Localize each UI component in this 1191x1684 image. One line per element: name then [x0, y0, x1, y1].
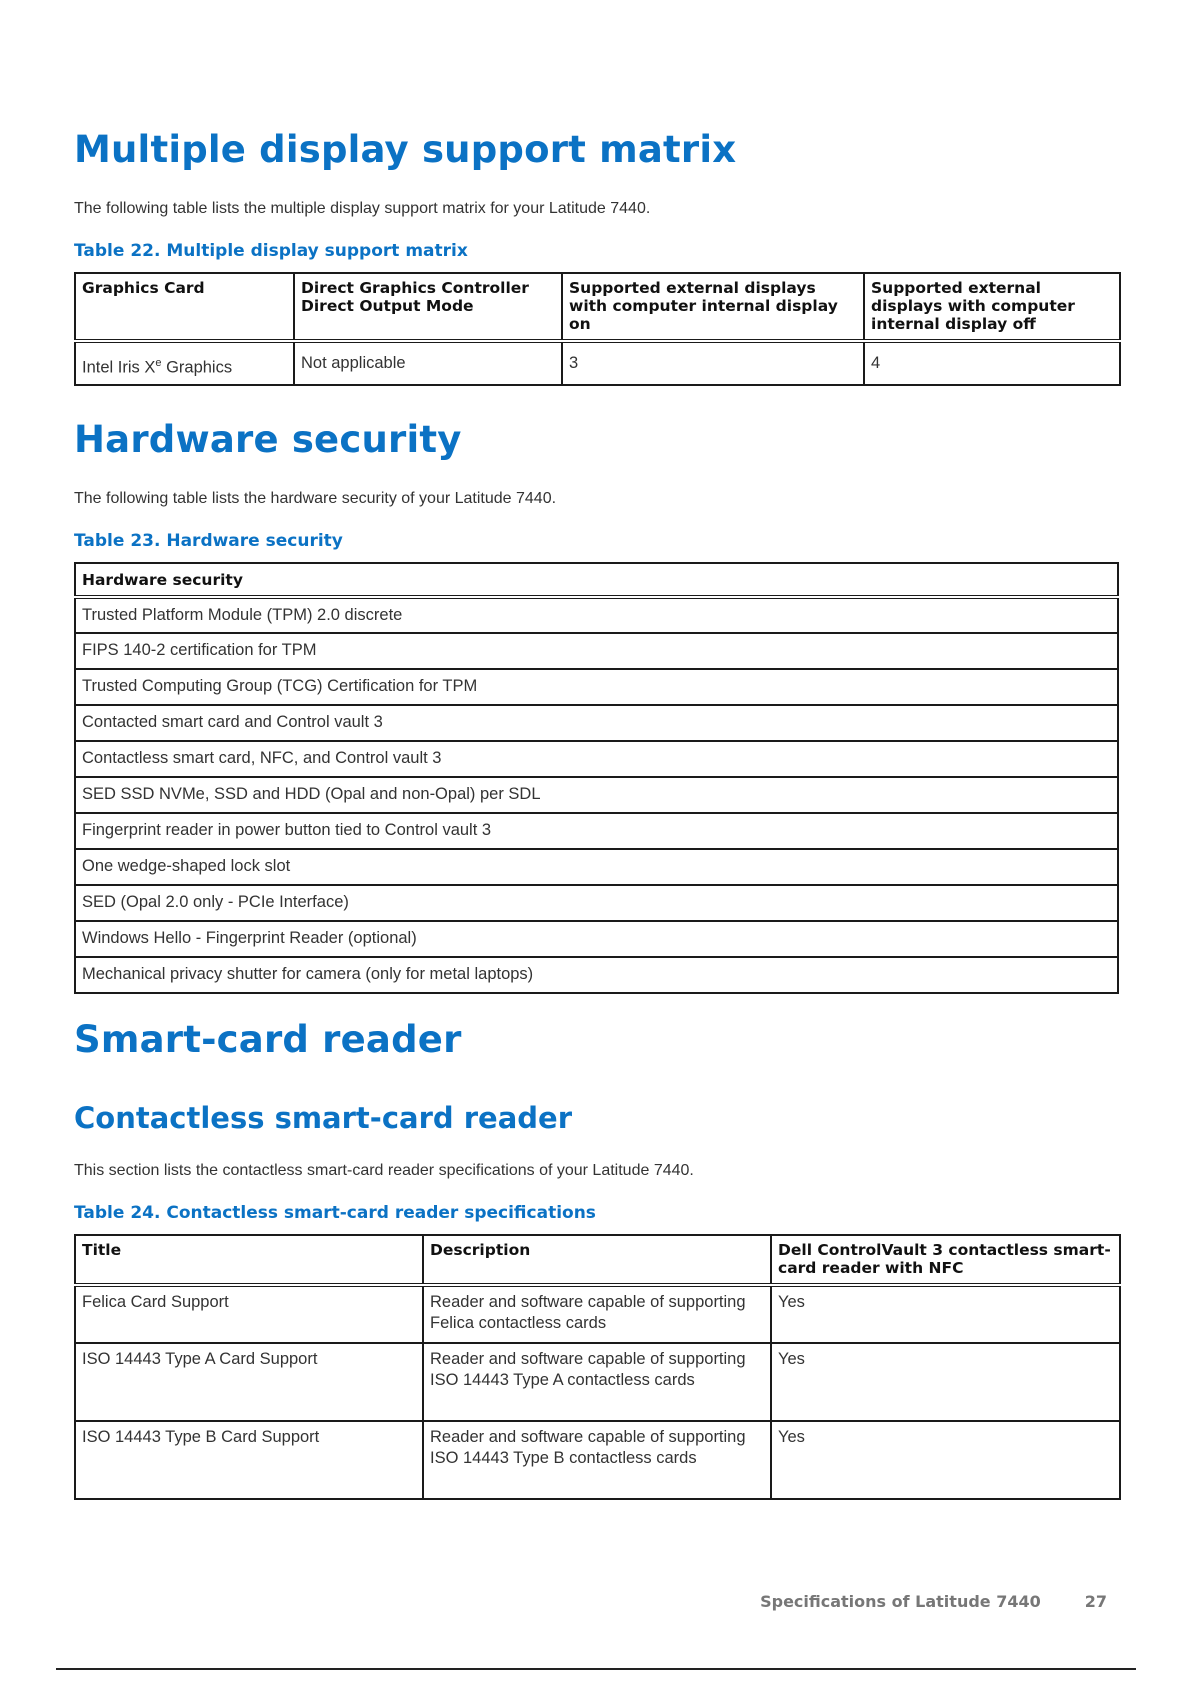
- cell-value: Yes: [771, 1343, 1120, 1421]
- table-row: [75, 957, 1118, 993]
- section-title-smart-card: Smart-card reader: [74, 1018, 462, 1061]
- graphics-card-suffix: Graphics: [161, 358, 233, 377]
- cell-description: Reader and software capable of supporting ISO 14443 Type B contactless cards: [423, 1421, 771, 1499]
- cell-display-off: 4: [864, 341, 1120, 385]
- graphics-card-superscript: e: [155, 357, 162, 369]
- hardware-security-item: Trusted Computing Group (TCG) Certification for TPM: [75, 669, 1118, 705]
- hardware-security-item: Windows Hello - Fingerprint Reader (optional): [75, 921, 1118, 957]
- hardware-security-table: [74, 562, 1119, 994]
- table-24-caption: Table 24. Contactless smart-card reader specifications: [74, 1203, 596, 1223]
- contactless-intro: This section lists the contactless smart-card reader specifications of your Latitude 7440.: [74, 1162, 694, 1179]
- table-row: [75, 777, 1118, 813]
- cell-title: Felica Card Support: [75, 1285, 423, 1343]
- cell-value: Yes: [771, 1421, 1120, 1499]
- display-matrix-intro: The following table lists the multiple display support matrix for your Latitude 7440.: [74, 200, 651, 217]
- table-row: [75, 921, 1118, 957]
- cell-direct-output: Not applicable: [294, 341, 562, 385]
- hardware-security-intro: The following table lists the hardware security of your Latitude 7440.: [74, 490, 557, 507]
- header-description: Description: [423, 1235, 771, 1285]
- table-23-caption: Table 23. Hardware security: [74, 531, 343, 551]
- header-direct-output: Direct Graphics Controller Direct Output Mode: [294, 273, 562, 341]
- table-row: [75, 705, 1118, 741]
- cell-value: Yes: [771, 1285, 1120, 1343]
- subsection-title-contactless: Contactless smart-card reader: [74, 1101, 572, 1135]
- table-row: [75, 1343, 1120, 1421]
- header-hardware-security: Hardware security: [75, 563, 1118, 597]
- table-row: [75, 849, 1118, 885]
- table-row: [75, 741, 1118, 777]
- hardware-security-item: SED (Opal 2.0 only - PCIe Interface): [75, 885, 1118, 921]
- header-graphics-card: Graphics Card: [75, 273, 294, 341]
- cell-title: ISO 14443 Type A Card Support: [75, 1343, 423, 1421]
- page-footer: [760, 1592, 1107, 1611]
- hardware-security-item: Trusted Platform Module (TPM) 2.0 discrete: [75, 597, 1118, 633]
- header-title: Title: [75, 1235, 423, 1285]
- footer-label: Specifications of Latitude 7440: [760, 1592, 1041, 1611]
- table-row: [75, 885, 1118, 921]
- display-matrix-table: [74, 272, 1121, 386]
- hardware-security-rows: [75, 597, 1118, 993]
- cell-description: Reader and software capable of supporting Felica contactless cards: [423, 1285, 771, 1343]
- hardware-security-item: One wedge-shaped lock slot: [75, 849, 1118, 885]
- cell-graphics-card: [75, 341, 294, 385]
- contactless-reader-table: [74, 1234, 1121, 1500]
- section-title-display-matrix: Multiple display support matrix: [74, 128, 737, 171]
- header-display-off: Supported external displays with computer internal display off: [864, 273, 1120, 341]
- table-row: [75, 633, 1118, 669]
- section-title-hardware-security: Hardware security: [74, 418, 462, 461]
- table-row: [75, 1285, 1120, 1343]
- footer-rule: [56, 1668, 1136, 1670]
- hardware-security-item: Fingerprint reader in power button tied to Control vault 3: [75, 813, 1118, 849]
- cell-title: ISO 14443 Type B Card Support: [75, 1421, 423, 1499]
- cell-display-on: 3: [562, 341, 864, 385]
- hardware-security-item: SED SSD NVMe, SSD and HDD (Opal and non-Opal) per SDL: [75, 777, 1118, 813]
- hardware-security-item: Mechanical privacy shutter for camera (only for metal laptops): [75, 957, 1118, 993]
- hardware-security-item: Contacted smart card and Control vault 3: [75, 705, 1118, 741]
- table-row: [75, 669, 1118, 705]
- table-row: [75, 813, 1118, 849]
- table-22-caption: Table 22. Multiple display support matrix: [74, 241, 468, 261]
- page-number: 27: [1084, 1592, 1107, 1611]
- hardware-security-item: Contactless smart card, NFC, and Control vault 3: [75, 741, 1118, 777]
- header-display-on: Supported external displays with computer internal display on: [562, 273, 864, 341]
- contactless-reader-rows: [75, 1285, 1120, 1499]
- cell-description: Reader and software capable of supporting ISO 14443 Type A contactless cards: [423, 1343, 771, 1421]
- table-row: [75, 1421, 1120, 1499]
- hardware-security-item: FIPS 140-2 certification for TPM: [75, 633, 1118, 669]
- graphics-card-name: Intel Iris X: [82, 358, 156, 377]
- header-controlvault: Dell ControlVault 3 contactless smart-card reader with NFC: [771, 1235, 1120, 1285]
- table-row: [75, 597, 1118, 633]
